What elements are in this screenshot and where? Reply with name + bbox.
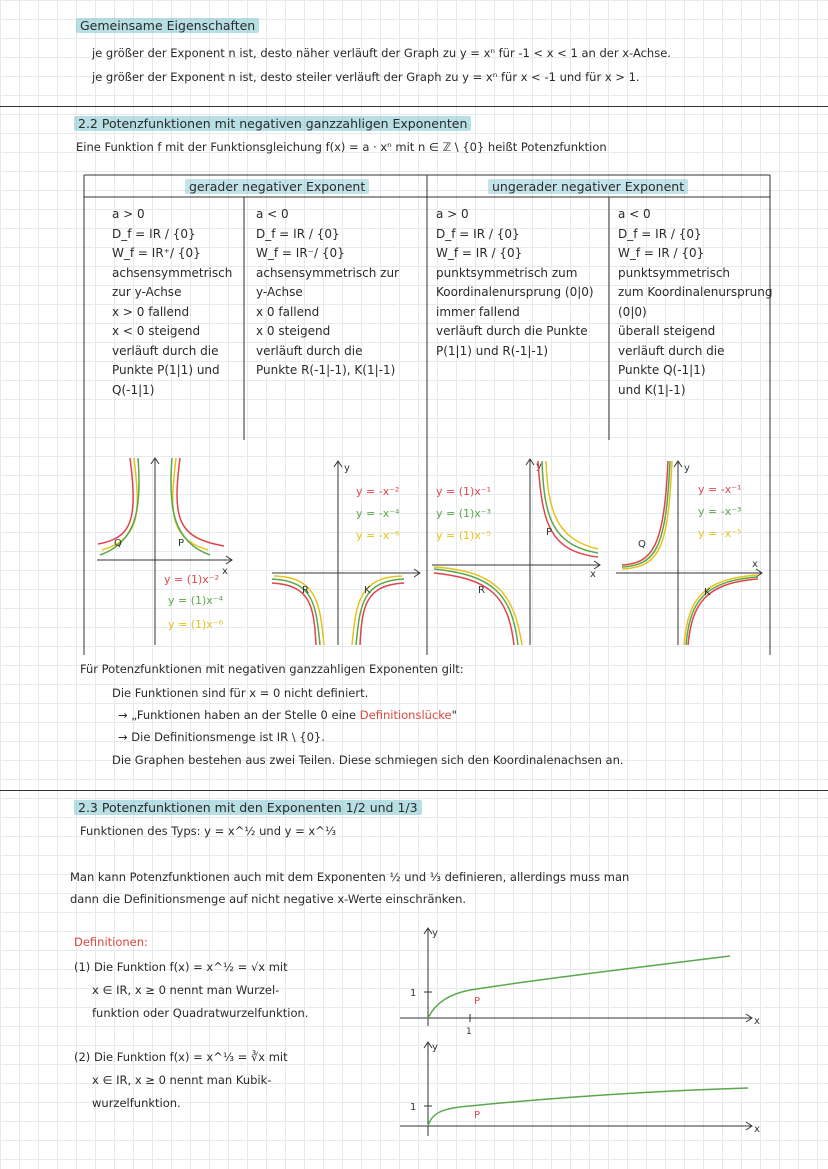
graph-even-positive xyxy=(92,450,242,650)
def-2-line-3: wurzelfunktion. xyxy=(92,1096,181,1110)
svg-text:1: 1 xyxy=(410,1102,417,1113)
def-2-line-1: (2) Die Funktion f(x) = x^⅓ = ∛x mit xyxy=(74,1050,288,1064)
svg-text:y = (1)x⁻³: y = (1)x⁻³ xyxy=(436,507,492,520)
common-line-1: je größer der Exponent n ist, desto näher verläuft der Graph zu y = xⁿ für -1 < x < 1 an der x-Achse. xyxy=(92,46,671,60)
svg-text:y: y xyxy=(344,463,350,474)
svg-text:x: x xyxy=(754,1016,760,1027)
graph-sqrt xyxy=(400,920,770,1037)
svg-text:P: P xyxy=(474,996,481,1007)
def-2-line-2: x ∈ IR, x ≥ 0 nennt man Kubik- xyxy=(92,1073,272,1087)
divider-2 xyxy=(0,790,828,791)
rule-4: Die Graphen bestehen aus zwei Teilen. Diese schmiegen sich den Koordinalenachsen an. xyxy=(112,753,624,767)
section-23-title: 2.3 Potenzfunktionen mit den Exponenten 1/2 und 1/3 xyxy=(74,800,422,816)
svg-text:y = -x⁻²: y = -x⁻² xyxy=(356,485,400,498)
graph-even-negative xyxy=(252,455,424,650)
common-line-2: je größer der Exponent n ist, desto steiler verläuft der Graph zu y = xⁿ für x < -1 und für x > 1. xyxy=(92,70,640,84)
def-1-line-2: x ∈ IR, x ≥ 0 nennt man Wurzel- xyxy=(92,983,280,997)
point-q: Q xyxy=(114,538,122,549)
col-even-positive: a > 0 D_f = IR / {0} W_f = IR⁺/ {0} achsensymmetrisch zur y-Achse x > 0 fallend x < 0 steigend verläuft durch die Punkte P(1|1) und Q(-1|1) xyxy=(112,207,233,397)
def-1-line-1: (1) Die Funktion f(x) = x^½ = √x mit xyxy=(74,960,288,974)
svg-text:R: R xyxy=(302,585,309,596)
svg-text:y = -x⁻⁶: y = -x⁻⁶ xyxy=(356,529,400,542)
header-even: gerader negativer Exponent xyxy=(185,179,369,195)
svg-text:y = -x⁻³: y = -x⁻³ xyxy=(698,505,742,518)
svg-text:1: 1 xyxy=(466,1027,472,1037)
svg-text:y: y xyxy=(432,928,438,939)
svg-text:P: P xyxy=(546,527,553,538)
svg-text:x: x xyxy=(754,1124,760,1135)
header-odd: ungerader negativer Exponent xyxy=(488,179,688,195)
rule-1: Die Funktionen sind für x = 0 nicht definiert. xyxy=(112,686,369,700)
svg-text:y = -x⁻⁴: y = -x⁻⁴ xyxy=(356,507,400,520)
svg-text:y: y xyxy=(536,461,542,472)
label-x-2: y = (1)x⁻² xyxy=(164,573,220,586)
svg-text:K: K xyxy=(364,585,371,596)
col-odd-negative: a < 0 D_f = IR / {0} W_f = IR / {0} punktsymmetrisch zum Koordinalenursprung (0|0) überall steigend verläuft durch die Punkte Q(-1|1) und K(1|-1) xyxy=(618,207,773,397)
rule-3: → Die Definitionsmenge ist IR \ {0}. xyxy=(118,730,325,744)
section-23-intro-2: dann die Definitionsmenge auf nicht negative x-Werte einschränken. xyxy=(70,892,467,906)
svg-text:P: P xyxy=(474,1110,481,1121)
point-p: P xyxy=(178,538,185,549)
label-x-4: y = (1)x⁻⁴ xyxy=(168,594,224,607)
svg-text:y = -x⁻⁵: y = -x⁻⁵ xyxy=(698,527,742,540)
section-23-intro-1: Man kann Potenzfunktionen auch mit dem Exponenten ½ und ⅓ definieren, allerdings muss man xyxy=(70,870,630,884)
graph-odd-positive xyxy=(430,455,606,650)
svg-text:y: y xyxy=(432,1042,438,1053)
rules-title: Für Potenzfunktionen mit negativen ganzzahligen Exponenten gilt: xyxy=(80,662,464,676)
svg-text:y = (1)x⁻⁵: y = (1)x⁻⁵ xyxy=(436,529,492,542)
section-22-title: 2.2 Potenzfunktionen mit negativen ganzzahligen Exponenten xyxy=(74,116,471,132)
svg-text:x: x xyxy=(590,569,596,580)
svg-text:y = -x⁻¹: y = -x⁻¹ xyxy=(698,483,742,496)
section-22-intro: Eine Funktion f mit der Funktionsgleichung f(x) = a · xⁿ mit n ∈ ℤ \ {0} heißt Potenzfunktion xyxy=(76,140,607,154)
common-title: Gemeinsame Eigenschaften xyxy=(76,18,259,34)
section-23-subtitle: Funktionen des Typs: y = x^½ und y = x^⅓ xyxy=(80,824,337,838)
col-even-negative: a < 0 D_f = IR / {0} W_f = IR⁻/ {0} achsensymmetrisch zur y-Achse x 0 fallend x 0 steigend verläuft durch die Punkte R(-1|-1), K(1|-1) xyxy=(256,207,399,377)
definitions-title: Definitionen: xyxy=(74,935,148,949)
svg-text:Q: Q xyxy=(638,539,646,550)
svg-text:x: x xyxy=(752,559,758,570)
svg-text:R: R xyxy=(478,585,485,596)
svg-text:x: x xyxy=(222,566,228,577)
col-odd-positive: a > 0 D_f = IR / {0} W_f = IR / {0} punktsymmetrisch zum Koordinalenursprung (0|0) immer fallend verläuft durch die Punkte P(1|1) und R(-1|-1) xyxy=(436,207,594,358)
svg-text:K: K xyxy=(704,587,711,598)
svg-text:y = (1)x⁻¹: y = (1)x⁻¹ xyxy=(436,485,492,498)
label-x-6: y = (1)x⁻⁶ xyxy=(168,618,224,631)
def-1-line-3: funktion oder Quadratwurzelfunktion. xyxy=(92,1006,309,1020)
rule-2: → „Funktionen haben an der Stelle 0 eine Definitionslücke" xyxy=(118,708,457,722)
graph-odd-negative xyxy=(612,455,768,650)
svg-text:y: y xyxy=(684,463,690,474)
svg-text:1: 1 xyxy=(410,988,417,999)
graph-cbrt xyxy=(400,1036,770,1146)
